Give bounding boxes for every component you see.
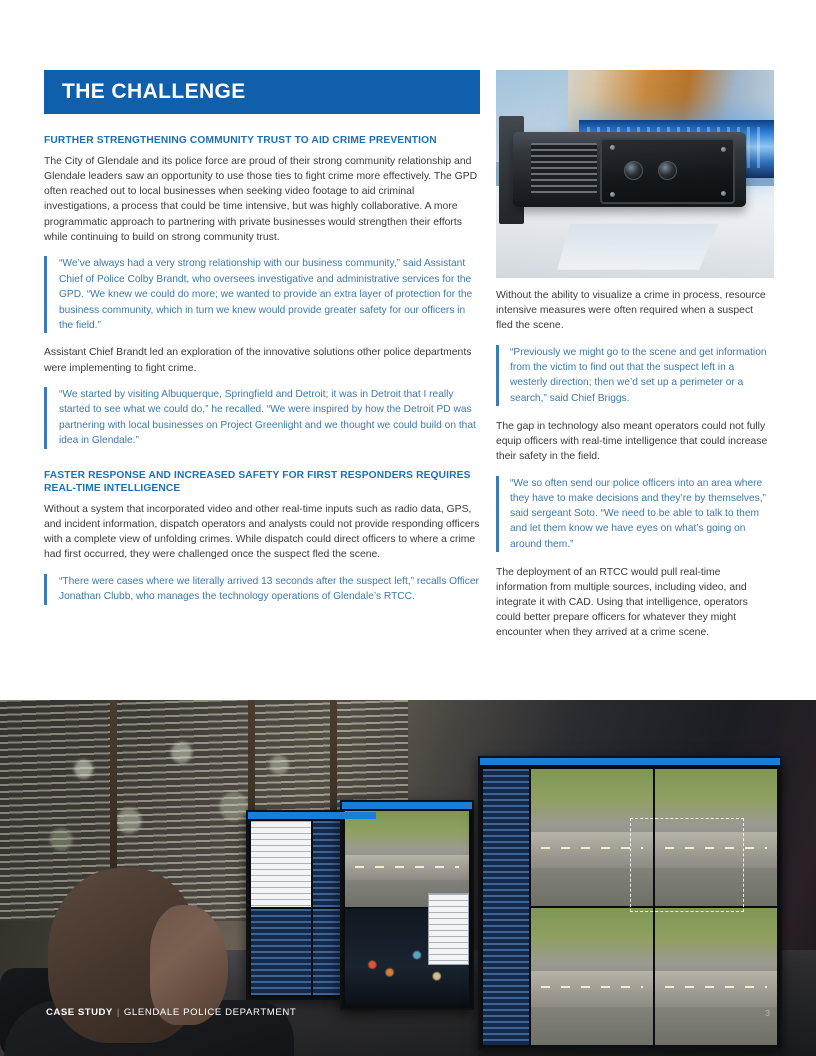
quote-sergeant-soto: “We so often send our police officers into an area where they have to make decisions and they’re by themselves,” said sergeant Soto. “We need to be able to talk to them and let them know we have eyes on what’s going on around them.”	[496, 476, 772, 552]
left-column	[44, 70, 480, 617]
quote-chief-briggs: “Previously we might go to the scene and get information from the victim to find out that the suspect left in a westerly direction; then we’d set up a perimeter or a search,” said Chief Briggs.	[496, 345, 772, 406]
camera-lens-right-icon	[658, 161, 677, 180]
screw-icon	[610, 192, 615, 197]
rtcc-operator-photo	[0, 700, 816, 1056]
roof-panel-wedge	[557, 224, 718, 270]
monitor-dialog-window	[428, 893, 469, 965]
monitor-titlebar	[480, 758, 780, 765]
screw-icon	[721, 147, 726, 152]
tracking-reticle-icon	[630, 818, 744, 912]
camera-lens-left-icon	[624, 161, 643, 180]
article-content	[44, 70, 772, 680]
monitor-middle	[340, 800, 474, 1010]
paragraph-visualize-crime: Without the ability to visualize a crime in process, resource intensive measures were often required when a suspect fled the scene.	[496, 290, 766, 331]
camera-housing	[513, 132, 747, 207]
paragraph-technology-gap: The gap in technology also meant operators could not fully equip officers with real-time intelligence that could increase their safety in the field.	[496, 420, 768, 462]
monitor-titlebar	[342, 802, 472, 809]
alpr-camera-photo	[496, 70, 774, 278]
monitor-panel-document	[251, 821, 311, 907]
page-footer	[0, 1000, 816, 1056]
page-number: 3	[765, 1008, 770, 1018]
screw-icon	[610, 145, 615, 150]
heading-faster-response: FASTER RESPONSE AND INCREASED SAFETY FOR FIRST RESPONDERS REQUIRES REAL-TIME INTELLIGENCE	[44, 469, 471, 495]
footer-divider: |	[116, 1007, 120, 1018]
quote-colby-brandt: “We’ve always had a very strong relationship with our business community,” said Assistant Chief of Police Colby Brandt, who oversees investigative and administrative services for the GPD. “We knew we could do more; we wanted to provide an extra layer of protection for the business community, which in turn we knew would provide greater safety for our officers in the field.”	[44, 256, 480, 333]
page-title: THE CHALLENGE	[62, 80, 246, 103]
quote-detroit-greenlight: “We started by visiting Albuquerque, Springfield and Detroit; it was in Detroit that I really started to see what we could do,” he recalled. “We were inspired by how the Detroit PD was partnering with local businesses on Project Greenlight and we thought we could build on that idea in Glendale.”	[44, 387, 480, 449]
monitor-titlebar	[248, 812, 376, 819]
footer-department-label: GLENDALE POLICE DEPARTMENT	[123, 1007, 297, 1018]
heading-community-trust: FURTHER STRENGTHENING COMMUNITY TRUST TO AID CRIME PREVENTION	[44, 135, 437, 146]
paragraph-brandt-exploration: Assistant Chief Brandt led an exploration of the innovative solutions other police departments were implementing to fight crime.	[44, 347, 472, 374]
paragraph-dispatch-limits: Without a system that incorporated video and other real-time inputs such as radio data, GPS, and incident information, dispatch operators and analysts could not provide responding officers with a complete view of unfolding crimes. While dispatch could direct officers to where a crime had first occurred, they were challenged once the suspect fled the scene.	[44, 503, 480, 561]
footer-label	[46, 1007, 296, 1018]
camera-lens-face	[600, 138, 735, 203]
section-title-bar	[44, 70, 480, 114]
screw-icon	[721, 191, 726, 196]
footer-case-study-label: CASE STUDY	[46, 1007, 113, 1018]
quote-jonathan-clubb: “There were cases where we literally arrived 13 seconds after the suspect left,” recalls Officer Jonathan Clubb, who manages the technology operations of Glendale’s RTCC.	[44, 574, 480, 605]
monitor-panel-event-list	[251, 909, 311, 995]
camera-vent-grille	[531, 143, 596, 195]
paragraph-rtcc-deployment: The deployment of an RTCC would pull real-time information from multiple sources, including video, and integrate it with CAD. Using that intelligence, operators could better prepare officers for whatever they might encounter when they arrived at a crime scene.	[496, 566, 748, 638]
right-column	[496, 288, 772, 652]
paragraph-community-relationship: The City of Glendale and its police force are proud of their strong community relationship and Glendale leaders saw an opportunity to use those ties to fight crime more effectively. The GPD often reached out to local businesses when seeking video footage to aid criminal investigations, a process that could be time intensive, but was highly collaborative. A more programmatic approach to partnering with private businesses would strengthen their efforts while continuing to build on strong community trust.	[44, 155, 478, 243]
